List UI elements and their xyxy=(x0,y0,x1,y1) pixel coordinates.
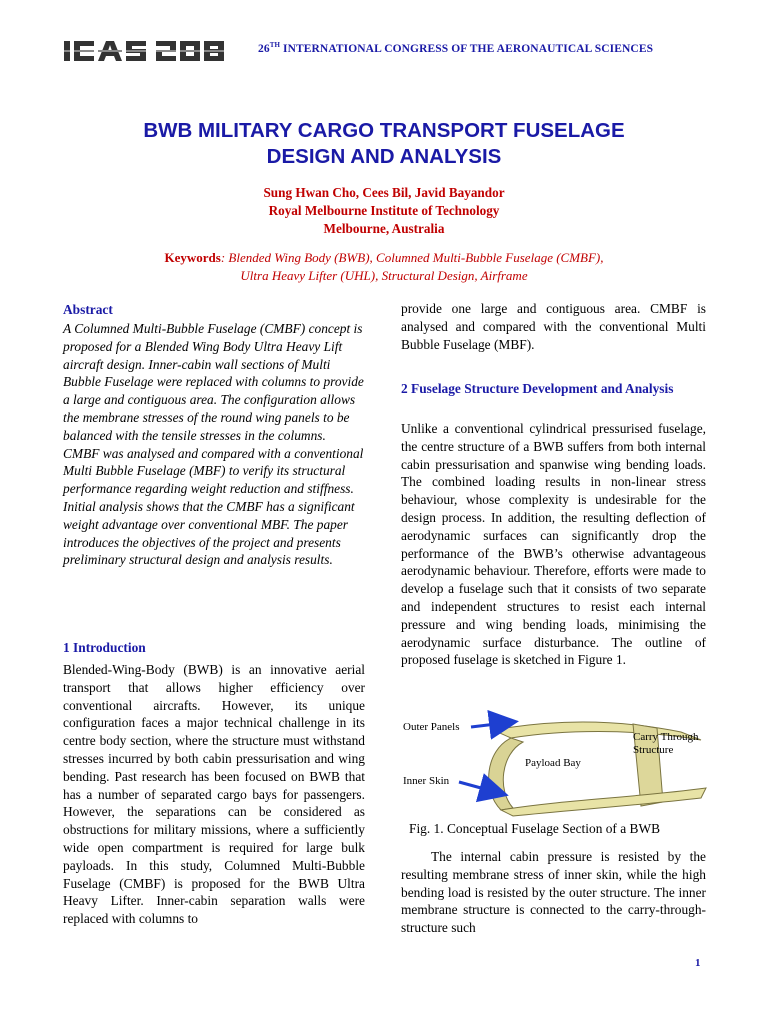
section2-para2: The internal cabin pressure is resisted by the resulting membrane stress of inner skin, while the high bending load is resisted by the outer structure. The inner membrane structure is connected to the carry-through-structure such xyxy=(401,849,706,936)
section2-heading: 2 Fuselage Structure Development and Analysis xyxy=(401,381,674,396)
keywords-block xyxy=(60,249,708,285)
keywords-line2: Ultra Heavy Lifter (UHL), Structural Design, Airframe xyxy=(240,268,528,283)
paper-title xyxy=(40,118,728,170)
label-carry-through-1: Carry Through xyxy=(633,731,699,743)
section1-text: Blended-Wing-Body (BWB) is an innovative aerial transport that allows higher efficiency over conventional aircrafts. However, its unique configuration faces a major technical challenge in its centre body section, where the structure must withstand stresses incurred by both cabin pressurisation and wing bending. Past research has been focused on BWB that has a number of separated cargo bays for passengers. However, the separations can be considered as obstructions for military missions, where a sufficiently wide open compartment is required for large bulk payloads. In this study, Columned Multi-Bubble Fuselage (CMBF) is proposed for the BWB Ultra Heavy Lifter. Inner-cabin separation walls were replaced with columns to xyxy=(63,662,365,927)
section1-heading: 1 Introduction xyxy=(63,640,146,655)
abstract-heading: Abstract xyxy=(63,302,113,317)
keywords-label: Keywords xyxy=(164,250,221,265)
author-location: Melbourne, Australia xyxy=(323,221,445,236)
conference-title xyxy=(258,41,728,55)
paper-title-line2: DESIGN AND ANALYSIS xyxy=(266,145,502,168)
inner-skin-wall xyxy=(489,738,523,810)
figure1-caption: Fig. 1. Conceptual Fuselage Section of a BWB xyxy=(409,821,661,836)
outer-panels-arrow xyxy=(471,722,513,727)
author-institution: Royal Melbourne Institute of Technology xyxy=(268,203,500,218)
figure1-diagram xyxy=(401,710,711,818)
label-payload-bay: Payload Bay xyxy=(525,757,581,769)
paper-title-line1: BWB MILITARY CARGO TRANSPORT FUSELAGE xyxy=(143,119,625,142)
conference-number: 26 xyxy=(258,42,270,55)
keywords-text1: : Blended Wing Body (BWB), Columned Multi-Bubble Fuselage (CMBF), xyxy=(220,250,604,265)
author-names: Sung Hwan Cho, Cees Bil, Javid Bayandor xyxy=(263,185,505,200)
label-inner-skin: Inner Skin xyxy=(403,775,450,787)
section2-text: Unlike a conventional cylindrical pressurised fuselage, the centre structure of a BWB suffers from both internal cabin pressurisation and spanwise wing bending loads. The combined loading results in non-linear stress behaviour, whose complexity is undesirable for the design process. In addition, the resulting deflection of aerodynamic surfaces can significantly drop the performance of the BWB’s otherwise advantageous aerodynamic behaviour. Therefore, efforts were made to develop a fuselage such that it consists of two separate and independent structures to resist each internal pressure and wing bending loads, minimising the aerodynamic surface disturbance. The outline of proposed fuselage is sketched in Figure 1. xyxy=(401,421,706,668)
keywords-line1 xyxy=(60,249,708,267)
label-outer-panels: Outer Panels xyxy=(403,721,460,733)
label-carry-through-2: Structure xyxy=(633,744,674,756)
page-number: 1 xyxy=(695,957,701,969)
abstract-text: A Columned Multi-Bubble Fuselage (CMBF) concept is proposed for a Blended Wing Body Ultra Heavy Lift aircraft design. Inner-cabin wall sections of Multi Bubble Fuselage were replaced with columns to provide a large and contiguous area. The configuration allows the membrane stresses of the round wing panels to be balanced with the tensile stresses in the columns. CMBF was analysed and compared with a conventional Multi Bubble Fuselage (MBF) to verify its structural performance regarding weight reduction and stiffness. Initial analysis shows that the CMBF has a significant weight advantage over conventional MBF. The paper introduces the objectives of the project and presents preliminary structural design and analysis results. xyxy=(63,321,364,568)
outer-panel-bottom xyxy=(501,788,706,816)
conference-name: INTERNATIONAL CONGRESS OF THE AERONAUTICAL SCIENCES xyxy=(280,42,654,55)
icas-logo xyxy=(62,38,240,64)
section1-continuation: provide one large and contiguous area. CMBF is analysed and compared with the conventional Multi Bubble Fuselage (MBF). xyxy=(401,301,706,352)
author-block xyxy=(40,184,728,238)
conference-sup: TH xyxy=(269,41,281,49)
